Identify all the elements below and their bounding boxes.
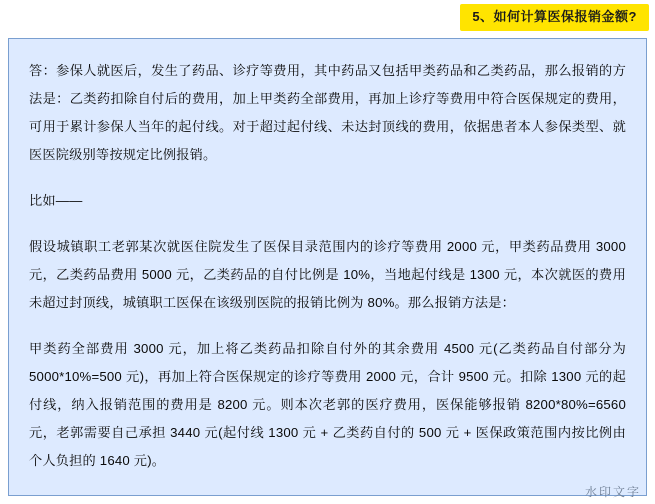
article-body [8,38,647,496]
paragraph-example-calculation: 甲类药全部费用 3000 元，加上将乙类药品扣除自付外的其余费用 4500 元(乙类药品自付部分为 5000*10%=500 元)，再加上符合医保规定的诊疗等费用 2000 元，合计 9500 元。扣除 1300 元的起付线，纳入报销范围的费用是 8200 元。则本次老郭的医疗费用，医保能够报销 8200*80%=6560 元，老郭需要自己承担 3440 元(起付线 1300 元 + 乙类药自付的 500 元 + 医保政策范围内按比例由个人负担的 1640 元)。 [29,341,626,468]
section-title-banner: 5、如何计算医保报销金额? [460,4,649,31]
watermark-text: 水印文字 [584,485,641,499]
paragraph-answer: 答：参保人就医后，发生了药品、诊疗等费用，其中药品又包括甲类药品和乙类药品，那么报销的方法是：乙类药扣除自付后的费用，加上甲类药全部费用，再加上诊疗等费用中符合医保规定的费用，可用于累计参保人当年的起付线。对于超过起付线、未达封顶线的费用，依据患者本人参保类型、就医医院级别等按规定比例报销。 [29,63,626,162]
paragraph-example-setup: 假设城镇职工老郭某次就医住院发生了医保目录范围内的诊疗等费用 2000 元，甲类药品费用 3000 元，乙类药品费用 5000 元，乙类药品的自付比例是 10%，当地起付线是 1300 元，本次就医的费用未超过封顶线，城镇职工医保在该级别医院的报销比例为 80%。那么报销方法是： [29,239,626,310]
paragraph-example-lead: 比如—— [29,193,83,208]
